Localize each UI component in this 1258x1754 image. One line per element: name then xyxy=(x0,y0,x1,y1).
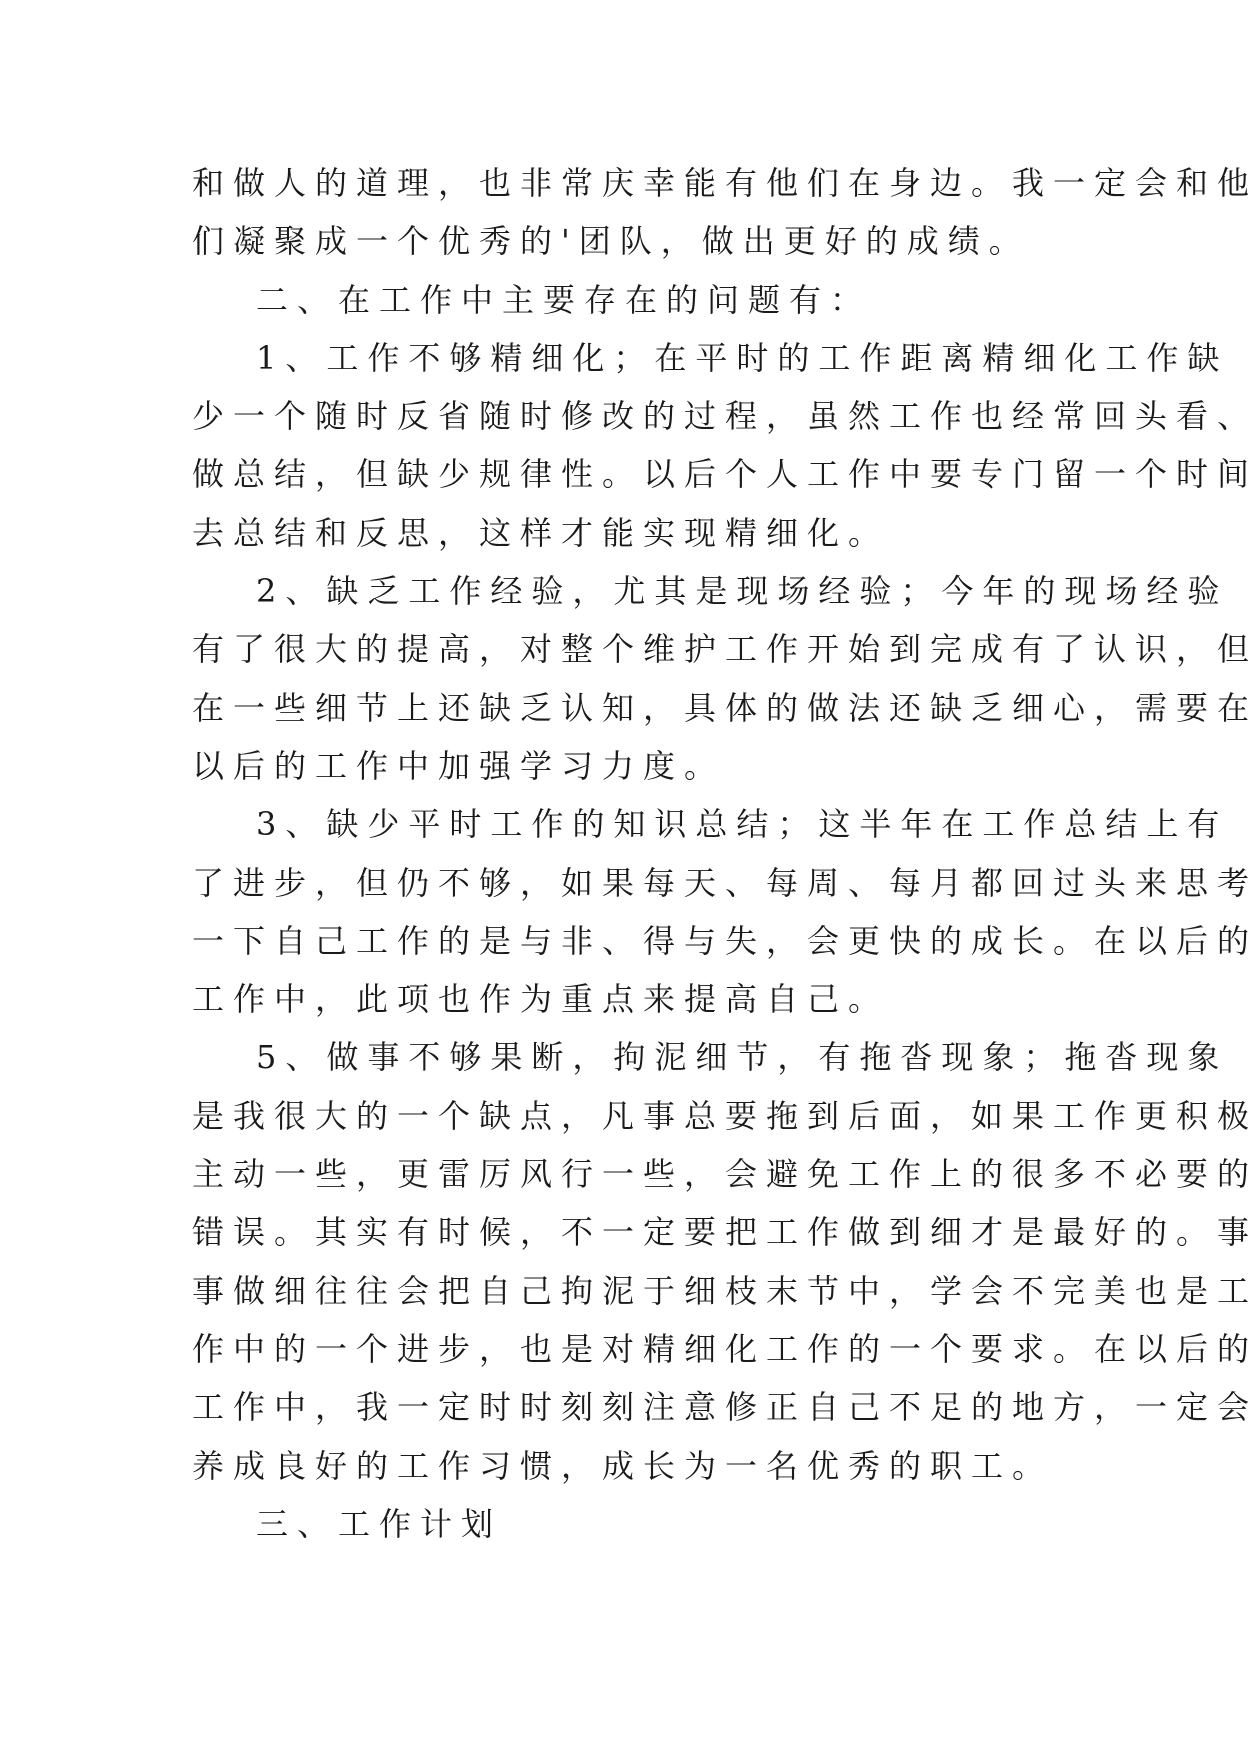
text-line: 3、缺少平时工作的知识总结；这半年在工作总结上有 xyxy=(256,805,1229,844)
text-line: 一下自己工作的是与非、得与失，会更快的成长。在以后的 xyxy=(192,921,1258,960)
text-line: 作中的一个进步，也是对精细化工作的一个要求。在以后的 xyxy=(192,1329,1258,1368)
text-line: 做总结，但缺少规律性。以后个人工作中要专门留一个时间 xyxy=(192,455,1258,494)
section-heading-problems: 二、在工作中主要存在的问题有： xyxy=(256,280,872,319)
text-line: 5、做事不够果断，拘泥细节，有拖沓现象；拖沓现象 xyxy=(256,1038,1229,1077)
text-line: 工作中，此项也作为重点来提高自己。 xyxy=(192,980,890,1019)
text-line: 以后的工作中加强学习力度。 xyxy=(192,746,726,785)
text-line: 少一个随时反省随时修改的过程，虽然工作也经常回头看、 xyxy=(192,397,1258,436)
text-line: 养成良好的工作习惯，成长为一名优秀的职工。 xyxy=(192,1446,1054,1485)
text-line: 1、工作不够精细化；在平时的工作距离精细化工作缺 xyxy=(256,338,1229,377)
text-line: 和做人的道理，也非常庆幸能有他们在身边。我一定会和他 xyxy=(192,164,1258,202)
text-line: 去总结和反思，这样才能实现精细化。 xyxy=(192,513,890,552)
text-line: 们凝聚成一个优秀的'团队，做出更好的成绩。 xyxy=(192,222,1030,261)
text-line: 在一些细节上还缺乏认知，具体的做法还缺乏细心，需要在 xyxy=(192,688,1258,727)
text-line: 错误。其实有时候，不一定要把工作做到细才是最好的。事 xyxy=(192,1213,1258,1252)
section-heading-work-plan: 三、工作计划 xyxy=(256,1504,503,1543)
text-line: 是我很大的一个缺点，凡事总要拖到后面，如果工作更积极 xyxy=(192,1096,1258,1135)
text-line: 2、缺乏工作经验，尤其是现场经验；今年的现场经验 xyxy=(256,572,1229,611)
text-line: 主动一些，更雷厉风行一些，会避免工作上的很多不必要的 xyxy=(192,1155,1258,1194)
body-text xyxy=(192,154,1258,1553)
text-line: 有了很大的提高，对整个维护工作开始到完成有了认识，但 xyxy=(192,630,1258,669)
text-line: 工作中，我一定时时刻刻注意修正自己不足的地方，一定会 xyxy=(192,1388,1258,1427)
text-line: 事做细往往会把自己拘泥于细枝末节中，学会不完美也是工 xyxy=(192,1271,1258,1310)
text-line: 了进步，但仍不够，如果每天、每周、每月都回过头来思考 xyxy=(192,863,1258,902)
